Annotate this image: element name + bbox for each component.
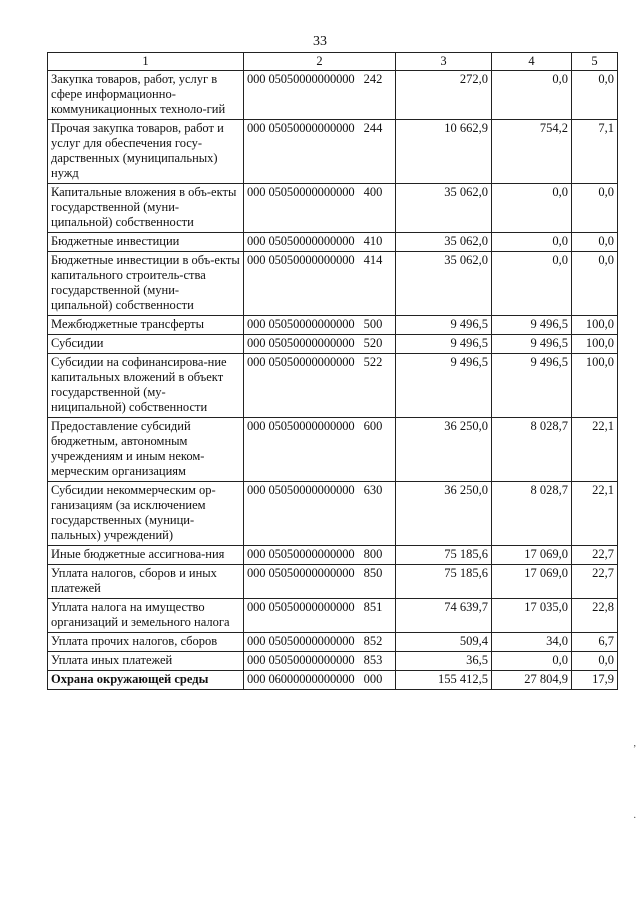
- row-fact: 0,0: [492, 652, 572, 671]
- row-expense-type: 600: [363, 419, 383, 433]
- page-number: 33: [313, 34, 327, 49]
- row-expense-type: 400: [363, 185, 383, 199]
- table-row: [48, 354, 618, 418]
- row-code-cell: [244, 633, 396, 652]
- row-name: Межбюджетные трансферты: [48, 316, 244, 335]
- row-percent: 22,7: [572, 565, 618, 599]
- row-name: Уплата иных платежей: [48, 652, 244, 671]
- row-code-cell: [244, 546, 396, 565]
- row-fact: 9 496,5: [492, 335, 572, 354]
- row-fact: 9 496,5: [492, 316, 572, 335]
- table-row: [48, 482, 618, 546]
- row-name: Уплата налогов, сборов и иных платежей: [48, 565, 244, 599]
- table-row: [48, 565, 618, 599]
- row-name: Капитальные вложения в объ-екты государственной (муни-ципальной) собственности: [48, 184, 244, 233]
- row-code-cell: [244, 652, 396, 671]
- row-code: 000 05050000000000: [247, 483, 355, 497]
- row-code: 000 05050000000000: [247, 234, 355, 248]
- row-code-cell: [244, 671, 396, 690]
- row-code-cell: [244, 120, 396, 184]
- table-row: [48, 120, 618, 184]
- row-expense-type: 800: [363, 547, 383, 561]
- row-plan: 35 062,0: [396, 252, 492, 316]
- row-code: 000 05050000000000: [247, 185, 355, 199]
- row-code: 000 05050000000000: [247, 72, 355, 86]
- row-expense-type: 244: [363, 121, 383, 135]
- row-plan: 36,5: [396, 652, 492, 671]
- edge-mark: .: [633, 810, 636, 821]
- row-code: 000 05050000000000: [247, 653, 355, 667]
- row-name: Субсидии некоммерческим ор-ганизациям (за исключением государственных (муници-пальных) учреждений): [48, 482, 244, 546]
- table-row: [48, 418, 618, 482]
- row-percent: 6,7: [572, 633, 618, 652]
- row-name: Субсидии на софинансирова-ние капитальных вложений в объект государственной (му-ниципальной) собственности: [48, 354, 244, 418]
- row-plan: 36 250,0: [396, 418, 492, 482]
- row-expense-type: 522: [363, 355, 383, 369]
- row-percent: 7,1: [572, 120, 618, 184]
- table-row: [48, 671, 618, 690]
- row-percent: 22,1: [572, 418, 618, 482]
- row-code: 000 05050000000000: [247, 634, 355, 648]
- row-code-cell: [244, 418, 396, 482]
- table-row: [48, 633, 618, 652]
- row-expense-type: 242: [363, 72, 383, 86]
- row-plan: 75 185,6: [396, 546, 492, 565]
- column-header-3: 3: [396, 53, 492, 71]
- row-fact: 0,0: [492, 184, 572, 233]
- row-expense-type: 850: [363, 566, 383, 580]
- row-fact: 17 069,0: [492, 546, 572, 565]
- row-code-cell: [244, 233, 396, 252]
- row-fact: 0,0: [492, 252, 572, 316]
- row-plan: 272,0: [396, 71, 492, 120]
- column-header-1: 1: [48, 53, 244, 71]
- row-code: 000 05050000000000: [247, 336, 355, 350]
- row-plan: 155 412,5: [396, 671, 492, 690]
- row-name: Закупка товаров, работ, услуг в сфере информационно-коммуникационных техноло-гий: [48, 71, 244, 120]
- table-row: [48, 335, 618, 354]
- row-expense-type: 852: [363, 634, 383, 648]
- row-fact: 754,2: [492, 120, 572, 184]
- row-percent: 22,1: [572, 482, 618, 546]
- row-code-cell: [244, 316, 396, 335]
- row-plan: 509,4: [396, 633, 492, 652]
- row-percent: 100,0: [572, 316, 618, 335]
- table-row: [48, 233, 618, 252]
- row-code-cell: [244, 335, 396, 354]
- row-name: Иные бюджетные ассигнова-ния: [48, 546, 244, 565]
- edge-mark: ,: [633, 738, 636, 749]
- row-expense-type: 500: [363, 317, 383, 331]
- row-fact: 8 028,7: [492, 418, 572, 482]
- row-expense-type: 520: [363, 336, 383, 350]
- row-fact: 0,0: [492, 71, 572, 120]
- row-fact: 9 496,5: [492, 354, 572, 418]
- table-row: [48, 546, 618, 565]
- table-row: [48, 252, 618, 316]
- table-row: [48, 599, 618, 633]
- row-percent: 100,0: [572, 335, 618, 354]
- row-plan: 9 496,5: [396, 316, 492, 335]
- row-code: 000 05050000000000: [247, 600, 355, 614]
- row-plan: 74 639,7: [396, 599, 492, 633]
- row-percent: 17,9: [572, 671, 618, 690]
- row-expense-type: 410: [363, 234, 383, 248]
- row-name: Уплата налога на имущество организаций и земельного налога: [48, 599, 244, 633]
- row-plan: 9 496,5: [396, 335, 492, 354]
- table-row: [48, 652, 618, 671]
- table-row: [48, 184, 618, 233]
- row-fact: 17 069,0: [492, 565, 572, 599]
- row-code: 000 06000000000000: [247, 672, 355, 686]
- row-name: Бюджетные инвестиции в объ-екты капитального строитель-ства государственной (муни-ципальной) собственности: [48, 252, 244, 316]
- table-header-row: [48, 53, 618, 71]
- row-expense-type: 853: [363, 653, 383, 667]
- row-fact: 8 028,7: [492, 482, 572, 546]
- column-header-4: 4: [492, 53, 572, 71]
- row-fact: 27 804,9: [492, 671, 572, 690]
- row-code-cell: [244, 252, 396, 316]
- row-code: 000 05050000000000: [247, 253, 355, 267]
- row-expense-type: 414: [363, 253, 383, 267]
- row-percent: 0,0: [572, 252, 618, 316]
- row-percent: 100,0: [572, 354, 618, 418]
- row-expense-type: 851: [363, 600, 383, 614]
- row-percent: 22,8: [572, 599, 618, 633]
- row-name: Прочая закупка товаров, работ и услуг для обеспечения госу-дарственных (муниципальных) нужд: [48, 120, 244, 184]
- row-fact: 34,0: [492, 633, 572, 652]
- row-plan: 10 662,9: [396, 120, 492, 184]
- column-header-5: 5: [572, 53, 618, 71]
- row-code-cell: [244, 482, 396, 546]
- row-fact: 17 035,0: [492, 599, 572, 633]
- row-code: 000 05050000000000: [247, 317, 355, 331]
- row-code-cell: [244, 71, 396, 120]
- row-plan: 36 250,0: [396, 482, 492, 546]
- row-percent: 0,0: [572, 184, 618, 233]
- row-name: Уплата прочих налогов, сборов: [48, 633, 244, 652]
- row-code: 000 05050000000000: [247, 566, 355, 580]
- budget-table: [47, 52, 618, 690]
- table-row: [48, 71, 618, 120]
- row-percent: 0,0: [572, 233, 618, 252]
- table-body: [48, 71, 618, 690]
- row-percent: 0,0: [572, 71, 618, 120]
- table-row: [48, 316, 618, 335]
- row-code: 000 05050000000000: [247, 355, 355, 369]
- row-plan: 9 496,5: [396, 354, 492, 418]
- row-fact: 0,0: [492, 233, 572, 252]
- row-plan: 35 062,0: [396, 184, 492, 233]
- row-name: Субсидии: [48, 335, 244, 354]
- row-name: Бюджетные инвестиции: [48, 233, 244, 252]
- row-expense-type: 630: [363, 483, 383, 497]
- column-header-2: 2: [244, 53, 396, 71]
- row-plan: 75 185,6: [396, 565, 492, 599]
- row-name: Предоставление субсидий бюджетным, автономным учреждениям и иным неком-мерческим организациям: [48, 418, 244, 482]
- row-code: 000 05050000000000: [247, 547, 355, 561]
- row-plan: 35 062,0: [396, 233, 492, 252]
- row-percent: 22,7: [572, 546, 618, 565]
- row-code: 000 05050000000000: [247, 121, 355, 135]
- row-percent: 0,0: [572, 652, 618, 671]
- row-code-cell: [244, 599, 396, 633]
- row-code-cell: [244, 184, 396, 233]
- row-expense-type: 000: [363, 672, 383, 686]
- row-code: 000 05050000000000: [247, 419, 355, 433]
- row-code-cell: [244, 354, 396, 418]
- row-name: Охрана окружающей среды: [48, 671, 244, 690]
- row-code-cell: [244, 565, 396, 599]
